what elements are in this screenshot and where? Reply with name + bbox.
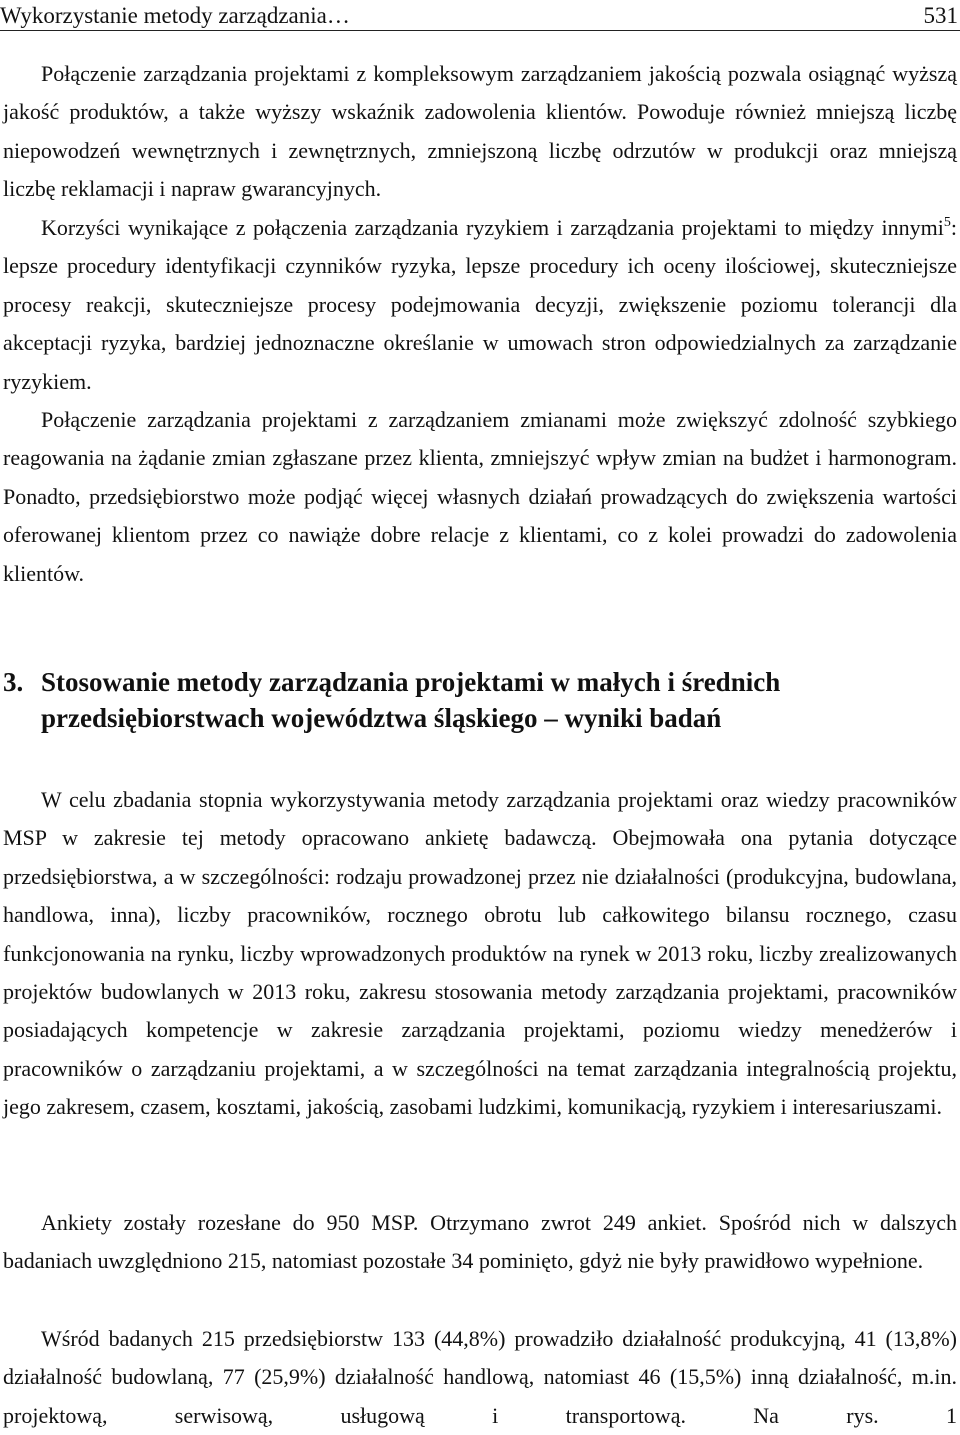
- paragraph-4: W celu zbadania stopnia wykorzystywania metody zarządzania projektami oraz wiedzy pracowników MSP w zakresie tej metody opracowano ankietę badawczą. Obejmowała ona pytania dotyczące przedsiębiorstwa, a w szczególności: rodzaju prowadzonej przez nie działalności (produkcyjna, budowlana, handlowa, inna), liczby pracowników, rocznego obrotu lub całkowitego bilansu rocznego, czasu funkcjonowania na rynku, liczby wprowadzonych produktów na rynek w 2013 roku, liczby zrealizowanych projektów budowlanych w 2013 roku, zakresu stosowania metody zarządzania projektami, pracowników posiadających kompetencje w zakresie zarządzania projektami, poziomu wiedzy menedżerów i pracowników o zarządzaniu projektami, a w szczególności na temat zarządzania integralnością projektu, jego zakresem, czasem, kosztami, jakością, zasobami ludzkimi, komunikacją, ryzykiem i interesariuszami.: [3, 787, 957, 1120]
- paragraph-2: [3, 209, 957, 401]
- paragraph-1: Połączenie zarządzania projektami z kompleksowym zarządzaniem jakością pozwala osiągnąć wyższą jakość produktów, a także wyższy wskaźnik zadowolenia klientów. Powoduje również mniejszą liczbę niepowodzeń wewnętrznych i zewnętrznych, zmniejszoną liczbę odrzutów w produkcji oraz mniejszą liczbę reklamacji i napraw gwarancyjnych.: [3, 61, 957, 202]
- footnote-marker: 5: [943, 215, 951, 230]
- section-title-line-1: Stosowanie metody zarządzania projektami w małych i średnich: [41, 667, 781, 697]
- running-header: [0, 0, 960, 31]
- section-heading: [3, 664, 957, 736]
- section-title-line-2: przedsiębiorstwach województwa śląskiego – wyniki badań: [41, 703, 722, 733]
- paragraph-2-text-b: : lepsze procedury identyfikacji czynników ryzyka, lepsze procedury ich oceny ilościowej, skuteczniejsze procesy reakcji, skuteczniejsze procesy podejmowania decyzji, zwiększenie poziomu tolerancji dla akceptacji ryzyka, bardziej jednoznaczne określanie w umowach stron odpowiedzialnych za zarządzanie ryzykiem.: [3, 215, 957, 394]
- paragraph-2-text-a: Korzyści wynikające z połączenia zarządzania ryzykiem i zarządzania projektami to między innymi: [41, 215, 944, 240]
- page-number: 531: [923, 3, 958, 28]
- paragraph-6: Wśród badanych 215 przedsiębiorstw 133 (44,8%) prowadziło działalność produkcyjną, 41 (13,8%) działalność budowlaną, 77 (25,9%) działalność handlową, natomiast 46 (15,5%) inną działalność, m.in. projektową, serwisową, usługową i transportową. Na rys. 1: [3, 1326, 957, 1428]
- paragraph-5: Ankiety zostały rozesłane do 950 MSP. Otrzymano zwrot 249 ankiet. Spośród nich w dalszych badaniach uwzględniono 215, natomiast pozostałe 34 pominięto, gdyż nie były prawidłowo wypełnione.: [3, 1210, 957, 1274]
- section-number: 3.: [3, 667, 24, 697]
- running-title: Wykorzystanie metody zarządzania…: [0, 3, 350, 28]
- paragraph-3: Połączenie zarządzania projektami z zarządzaniem zmianami może zwiększyć zdolność szybkiego reagowania na żądanie zmian zgłaszane przez klienta, zmniejszyć wpływ zmian na budżet i harmonogram. Ponadto, przedsiębiorstwo może podjąć więcej własnych działań prowadzących do zwiększenia wartości oferowanej klientom przez co nawiąże dobre relacje z klientami, co z kolei prowadzi do zadowolenia klientów.: [3, 407, 957, 586]
